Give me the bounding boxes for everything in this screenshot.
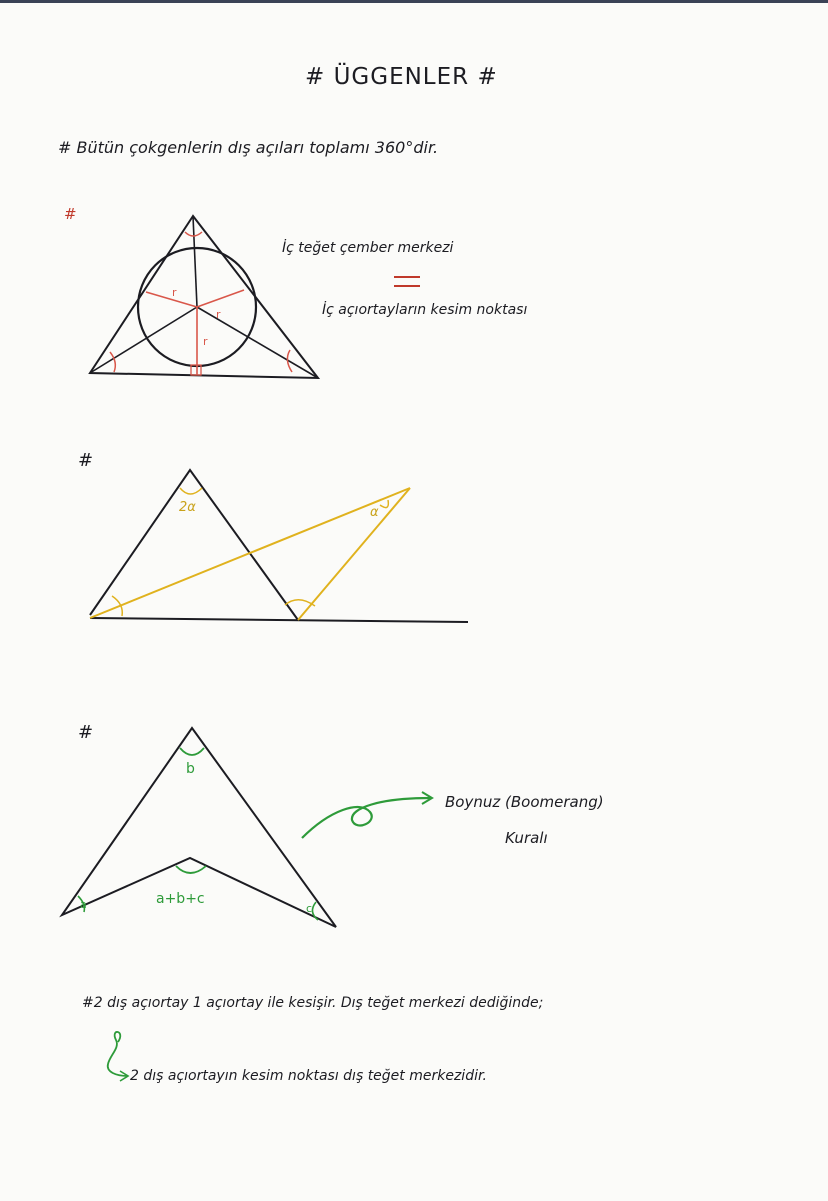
bisector-intersection-label: İç açıortayların kesim noktası	[322, 302, 528, 318]
radius-right	[197, 290, 244, 307]
angle-mark-left	[110, 352, 115, 372]
exterior-angle-rule: # Bütün çokgenlerin dış açıları toplamı 360°dir.	[58, 138, 439, 157]
excenter-curl	[108, 1032, 128, 1076]
boomerang-rule-name: Boynuz (Boomerang)	[445, 793, 604, 811]
exterior-triangle	[90, 470, 298, 620]
angle-label-2alpha: 2α	[179, 500, 196, 515]
incircle-triangle	[90, 216, 318, 378]
boomerang-figure	[62, 728, 432, 927]
angle-mark-abc	[176, 866, 206, 873]
incenter-label: İç teğet çember merkezi	[282, 240, 454, 256]
angle-label-c: c	[306, 902, 313, 915]
angle-mark-apex	[380, 500, 388, 508]
section-mark-boomerang: #	[78, 722, 94, 743]
section-mark-exterior: #	[78, 450, 94, 471]
incircle-figure	[90, 216, 318, 378]
angle-label-a: a	[80, 898, 87, 911]
angle-mark-b	[180, 748, 204, 755]
bisector-top	[193, 216, 197, 307]
exterior-bisector	[298, 488, 410, 620]
boomerang-rule-suffix: Kuralı	[505, 829, 548, 847]
exterior-angle-figure	[90, 470, 468, 622]
extended-base-line	[90, 618, 468, 622]
excenter-arrow	[108, 1032, 128, 1081]
radius-label-right: r	[216, 308, 221, 321]
angle-label-abc: a+b+c	[156, 891, 205, 907]
angle-label-b: b	[186, 761, 195, 777]
boomerang-arrow	[302, 798, 430, 838]
interior-bisector	[90, 488, 410, 618]
radius-label-bottom: r	[203, 335, 208, 348]
radius-label-left: r	[172, 286, 177, 299]
section-mark-incircle: #	[64, 205, 77, 223]
page-title: # ÜGGENLER #	[305, 64, 498, 90]
angle-label-alpha: α	[370, 505, 379, 520]
excenter-rule-line2: 2 dış açıortayın kesim noktası dış teğet merkezidir.	[130, 1068, 487, 1084]
angle-mark-top-2	[180, 488, 202, 494]
excenter-rule-line1: #2 dış açıortay 1 açıortay ile kesişir. Dış teğet merkezi dediğinde;	[82, 995, 544, 1011]
